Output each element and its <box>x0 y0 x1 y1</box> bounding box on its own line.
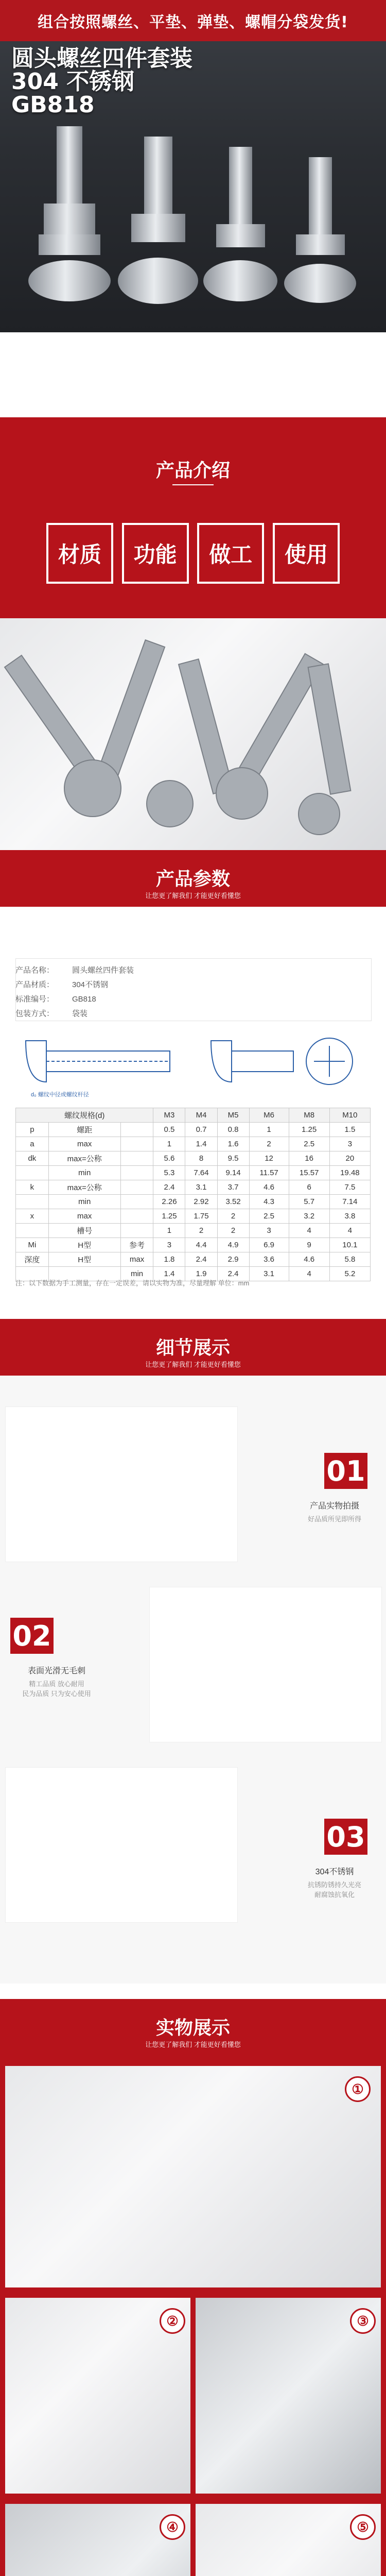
params-table-cell: max=公称 <box>48 1151 120 1166</box>
params-table-cell: 2 <box>185 1224 217 1238</box>
params-table-body <box>16 1123 371 1281</box>
detail-sub-3: 抗锈防锈持久光亮 耐腐蚀抗氧化 <box>307 1881 361 1899</box>
params-table-cell: 4 <box>329 1224 370 1238</box>
spec-row: 包装方式： 袋装 <box>15 1009 88 1018</box>
intro-title: 产品介绍 <box>155 460 230 481</box>
detail-title: 细节展示 <box>155 1337 230 1359</box>
params-table-cell: 2.5 <box>289 1137 329 1151</box>
params-table-cell: 5.3 <box>153 1166 185 1180</box>
params-table-row <box>16 1151 371 1166</box>
real-header <box>0 1999 386 2056</box>
detail-number-1: 01 <box>324 1453 367 1489</box>
params-table-cell: 2.4 <box>217 1267 249 1281</box>
params-table-cell: 6 <box>289 1180 329 1195</box>
params-table-header: 螺纹规格(d) M3 M4 M5 M6 M8 M10 <box>16 1108 371 1123</box>
params-table-cell: 9 <box>289 1238 329 1252</box>
hero-bolts-image <box>0 126 386 332</box>
params-table-cell: 4.3 <box>249 1195 289 1209</box>
params-table-cell: 12 <box>249 1151 289 1166</box>
diagram-label: d₀ 螺纹中径或螺纹杆径 <box>31 1092 89 1098</box>
params-table-cell: 1 <box>153 1137 185 1151</box>
params-table-cell <box>120 1195 153 1209</box>
params-table-cell: 4.9 <box>217 1238 249 1252</box>
real-title: 实物展示 <box>155 2018 230 2039</box>
feature-workmanship: 做工 <box>197 523 264 584</box>
bolt-diagram <box>15 1030 371 1103</box>
params-table-cell: 1.6 <box>217 1137 249 1151</box>
hero-title-line2: 304 不锈钢 <box>11 68 135 95</box>
params-table-cell <box>120 1137 153 1151</box>
params-table-cell: 参考 <box>120 1238 153 1252</box>
params-table-cell: a <box>16 1137 49 1151</box>
params-table-cell: 深度 <box>16 1252 49 1267</box>
params-table-cell: max=公称 <box>48 1180 120 1195</box>
params-table-cell: H型 <box>48 1238 120 1252</box>
params-table-row <box>16 1166 371 1180</box>
params-table-cell: 4 <box>289 1267 329 1281</box>
params-subtitle: 让您更了解我们 才能更好看懂您 <box>145 892 241 900</box>
params-table-cell: 4.6 <box>249 1180 289 1195</box>
params-table-cell: 2.4 <box>185 1252 217 1267</box>
params-table-cell: 6.9 <box>249 1238 289 1252</box>
real-body <box>0 2056 386 2576</box>
params-table-cell <box>16 1166 49 1180</box>
params-table-cell: 2.9 <box>217 1252 249 1267</box>
params-header <box>0 850 386 907</box>
params-table-cell: p <box>16 1123 49 1137</box>
params-table-cell <box>120 1123 153 1137</box>
params-table-cell: 2.5 <box>249 1209 289 1224</box>
params-table-cell: 3.1 <box>249 1267 289 1281</box>
params-table-cell <box>120 1224 153 1238</box>
params-table-cell <box>16 1224 49 1238</box>
params-table-cell: 3.7 <box>217 1180 249 1195</box>
params-table-cell: 1.4 <box>153 1267 185 1281</box>
hero-banner <box>0 0 386 41</box>
params-table-cell: max <box>48 1209 120 1224</box>
hero-title <box>11 47 192 117</box>
params-table-cell: 0.7 <box>185 1123 217 1137</box>
params-table-cell: 1.75 <box>185 1209 217 1224</box>
real-mark-2: ② <box>160 2308 185 2334</box>
params-table-cell: 5.7 <box>289 1195 329 1209</box>
params-table-cell: 4.4 <box>185 1238 217 1252</box>
detail-photo-1 <box>5 1406 238 1562</box>
params-table-cell: 10.1 <box>329 1238 370 1252</box>
params-table-cell <box>16 1195 49 1209</box>
params-table-cell: 1.25 <box>153 1209 185 1224</box>
hero-banner-text: 组合按照螺丝、平垫、弹垫、螺帽分袋发货! <box>38 13 348 31</box>
params-table-cell: 螺距 <box>48 1123 120 1137</box>
hero-section <box>0 0 386 332</box>
params-table-cell: min <box>120 1267 153 1281</box>
params-table-row <box>16 1209 371 1224</box>
params-table-cell: 3 <box>329 1137 370 1151</box>
params-table-cell: min <box>48 1166 120 1180</box>
detail-caption-3: 304不锈钢 <box>315 1868 354 1876</box>
detail-sub-1: 好品质所见即所得 <box>307 1515 361 1523</box>
params-table-cell: 1 <box>249 1123 289 1137</box>
params-table-cell: 9.5 <box>217 1151 249 1166</box>
params-table-cell: 7.14 <box>329 1195 370 1209</box>
params-table-cell: 槽号 <box>48 1224 120 1238</box>
params-table-cell: max <box>48 1137 120 1151</box>
params-table-cell: 19.48 <box>329 1166 370 1180</box>
params-table-cell: 8 <box>185 1151 217 1166</box>
params-table-cell: Mi <box>16 1238 49 1252</box>
intro-title-underline <box>172 484 214 485</box>
params-table-cell: dk <box>16 1151 49 1166</box>
params-table-cell: max <box>120 1252 153 1267</box>
params-table-cell: 20 <box>329 1151 370 1166</box>
params-table-cell: 2.26 <box>153 1195 185 1209</box>
params-table-cell: 0.8 <box>217 1123 249 1137</box>
params-table-cell: min <box>48 1195 120 1209</box>
intro-section <box>0 417 386 618</box>
real-mark-5: ⑤ <box>350 2514 376 2540</box>
detail-photo-3 <box>5 1767 238 1923</box>
params-table-row <box>16 1252 371 1267</box>
params-table-row <box>16 1238 371 1252</box>
params-table-cell: 16 <box>289 1151 329 1166</box>
params-table-cell: 1.5 <box>329 1123 370 1137</box>
params-table-cell: 2 <box>217 1224 249 1238</box>
detail-caption-1: 产品实物拍摄 <box>309 1502 359 1511</box>
real-photo-1 <box>5 2066 381 2287</box>
spec-row: 标准编号： GB818 <box>15 995 96 1004</box>
feature-usage: 使用 <box>273 523 340 584</box>
real-subtitle: 让您更了解我们 才能更好看懂您 <box>145 2041 241 2048</box>
product-photo-1 <box>0 618 386 850</box>
params-table-cell: 2 <box>217 1209 249 1224</box>
params-table-cell: 5.2 <box>329 1267 370 1281</box>
params-table-cell <box>120 1209 153 1224</box>
spec-row: 产品材质： 304不锈钢 <box>15 980 109 989</box>
params-table-cell: 9.14 <box>217 1166 249 1180</box>
params-table <box>15 1108 371 1281</box>
params-table-row <box>16 1180 371 1195</box>
params-table-cell: 5.6 <box>153 1151 185 1166</box>
params-table-cell: 3.2 <box>289 1209 329 1224</box>
params-table-cell: H型 <box>48 1252 120 1267</box>
params-table-cell: 2.4 <box>153 1180 185 1195</box>
params-table-cell: 3.52 <box>217 1195 249 1209</box>
params-table-cell: 1.25 <box>289 1123 329 1137</box>
params-title: 产品参数 <box>155 869 230 890</box>
detail-sub-2: 精工品质 放心耐用 民为品质 只为安心使用 <box>22 1680 91 1698</box>
params-table-row <box>16 1195 371 1209</box>
feature-material: 材质 <box>46 523 113 584</box>
params-table-cell: 3.6 <box>249 1252 289 1267</box>
params-table-cell: 7.5 <box>329 1180 370 1195</box>
params-note: 注：以下数据为手工测量，存在一定误差，请以实物为准，尽量理解 单位：mm <box>15 1279 250 1287</box>
params-table-cell <box>120 1151 153 1166</box>
real-mark-4: ④ <box>160 2514 185 2540</box>
real-photo-5 <box>196 2504 381 2576</box>
params-table-cell: 7.64 <box>185 1166 217 1180</box>
params-table-cell: 3 <box>249 1224 289 1238</box>
detail-number-3: 03 <box>324 1819 367 1855</box>
params-table-cell: k <box>16 1180 49 1195</box>
hero-title-line1: 圆头螺丝四件套装 <box>11 45 192 72</box>
params-table-cell: 11.57 <box>249 1166 289 1180</box>
spec-row: 产品名称： 圆头螺丝四件套装 <box>15 966 134 975</box>
real-photo-4 <box>5 2504 190 2576</box>
params-table-cell: x <box>16 1209 49 1224</box>
params-table-row <box>16 1224 371 1238</box>
params-table-cell: 4.6 <box>289 1252 329 1267</box>
params-table-row <box>16 1137 371 1151</box>
real-mark-1: ① <box>345 2076 371 2102</box>
params-table-cell <box>120 1180 153 1195</box>
detail-body <box>0 1376 386 1984</box>
real-mark-3: ③ <box>350 2308 376 2334</box>
params-table-cell <box>120 1166 153 1180</box>
params-table-cell: 5.8 <box>329 1252 370 1267</box>
hero-title-line3: GB818 <box>11 91 95 118</box>
feature-function: 功能 <box>122 523 189 584</box>
params-table-cell: 0.5 <box>153 1123 185 1137</box>
detail-header <box>0 1319 386 1376</box>
params-table-cell: 1.8 <box>153 1252 185 1267</box>
params-table-cell: 2.92 <box>185 1195 217 1209</box>
params-table-cell: 15.57 <box>289 1166 329 1180</box>
params-table-cell: 3.8 <box>329 1209 370 1224</box>
params-table-cell: 4 <box>289 1224 329 1238</box>
feature-row <box>46 523 340 584</box>
params-table-cell: 1.4 <box>185 1137 217 1151</box>
params-body <box>0 907 386 1319</box>
params-table-cell: 3 <box>153 1238 185 1252</box>
detail-number-2: 02 <box>10 1618 54 1654</box>
params-table-cell: 1.9 <box>185 1267 217 1281</box>
params-table-cell: 2 <box>249 1137 289 1151</box>
params-table-cell: 1 <box>153 1224 185 1238</box>
detail-caption-2: 表面光滑无毛刺 <box>27 1667 85 1675</box>
params-table-cell: 3.1 <box>185 1180 217 1195</box>
detail-subtitle: 让您更了解我们 才能更好看懂您 <box>145 1361 241 1368</box>
detail-photo-2 <box>149 1587 382 1742</box>
scattered-bolts-image <box>0 618 386 850</box>
params-table-row <box>16 1123 371 1137</box>
